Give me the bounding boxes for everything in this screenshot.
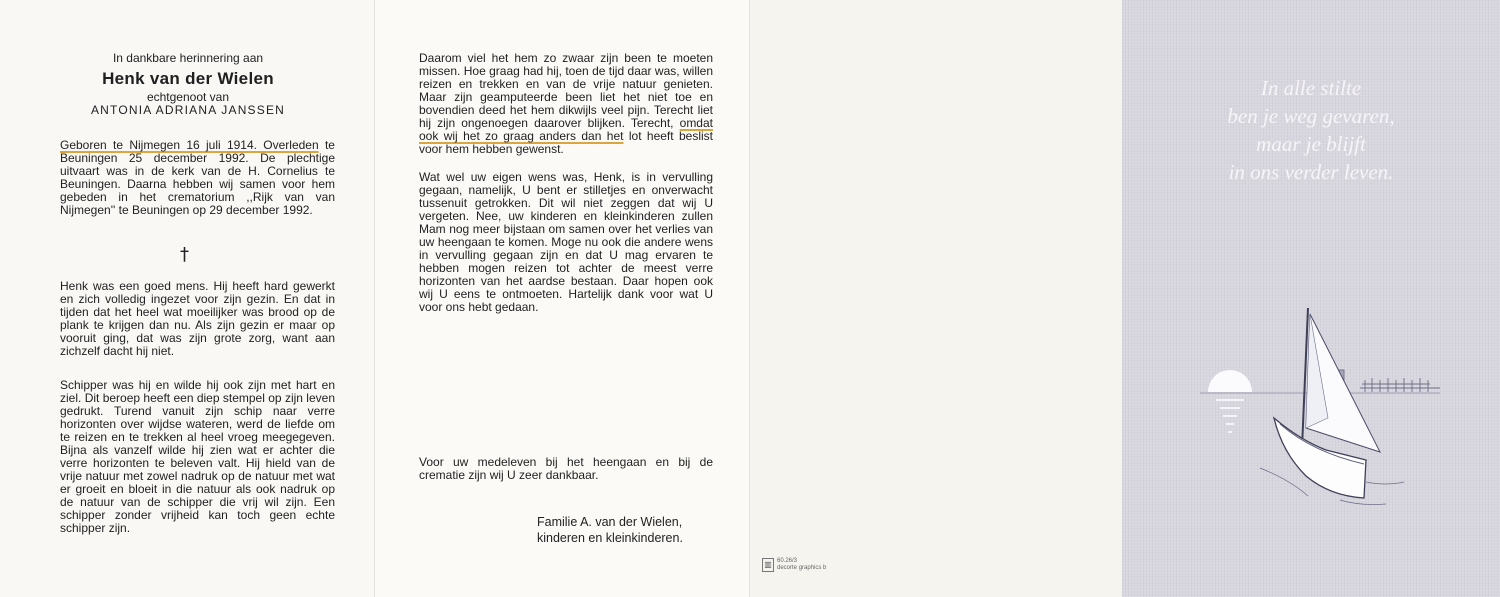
leg-text-highlight: omdat ook wij het zo graag anders dan het — [419, 116, 713, 143]
printer-code: 60.26/3 — [777, 558, 798, 564]
back-panel — [750, 0, 1122, 597]
paragraph-wish: Wat wel uw eigen wens was, Henk, is in vervulling gegaan, namelijk, U bent er stilletjes en onverwacht tussenuit getrokken. Dit wil niet zeggen dat wij U vergeten. Nee, uw kinderen en kleinkinderen zullen Mam nog meer bijstaan om samen over het verlies van uw heengaan te komen. Moge nu ook die andere wens in vervulling gegaan zijn en dat U mag ervaren te hebben mogen reizen tot achter de meest verre horizonten van het aardse bestaan. Daar hopen ook wij U eens te ontmoeten. Hartelijk dank voor wat U voor ons hebt gedaan. — [419, 170, 713, 314]
deceased-name: Henk van der Wielen — [102, 69, 274, 88]
sun-shape — [1208, 370, 1252, 392]
spouse-name: ANTONIA ADRIANA JANSSEN — [90, 103, 286, 117]
middle-panel — [375, 0, 750, 597]
signature-family: Familie A. van der Wielen, — [537, 515, 683, 529]
paragraph-good-man: Henk was een goed mens. Hij heeft hard gewerkt en zich volledig ingezet voor zijn gezin. En dat in tijden dat het heel wat moeilijker was brood op de plank te krijgen dan nu. Als zijn gezin er maar op vooruit ging, dat was zijn grote zorg, want aan zichzelf dacht hij niet. — [60, 279, 335, 358]
birth-rest: te Beuningen 25 december 1992. De plechtige uitvaart was in de kerk van de H. Cornelius te Beuningen. Daarna hebben wij samen voor hem gebeden in het crematorium ,,Rijk van van Nijmegen'' te Beuningen op 29 december 1992. — [60, 138, 335, 217]
paragraph-leg — [419, 52, 713, 156]
relation-text: echtgenoot van — [146, 90, 230, 104]
sailboat-illustration — [1190, 300, 1440, 510]
birth-death-paragraph — [60, 139, 335, 217]
paragraph-skipper: Schipper was hij en wilde hij ook zijn met hart en ziel. Dit beroep heeft een diep stempel op zijn leven gedrukt. Turend vanuit zijn schip naar verre horizonten over wijdse wateren, werd de liefde om te reizen en te trekken al heel vroeg meegegeven. Bijna als vanzelf wilde hij zien wat er achter die verre horizonten te beleven valt. Hij hield van de vrije natuur met zowel nadruk op de natuur met wat er groeit en bloeit in die natuur als ook nadruk op de natuur van de schipper die vrij wil zijn. Een schipper zonder vrijheid kan toch geen echte schipper zijn. — [60, 378, 335, 535]
printer-logo-icon: ▥ — [762, 558, 774, 572]
dedication-block — [90, 52, 286, 117]
birth-highlight: Geboren te Nijmegen 16 juli 1914. Overleden — [60, 138, 319, 152]
sun-reflection — [1216, 400, 1244, 432]
printer-brand-name: decorte — [777, 565, 798, 571]
leg-text-a: Daarom viel het hem zo zwaar zijn been te moeten missen. Hoe graag had hij, toen de tijd daar was, willen reizen en trekken en van de vrije natuur genieten. Maar zijn geamputeerde been liet het niet toe en bovendien deed het hem dikwijls veel pijn. Terecht liet hij zijn ongenoegen daarover blijken. Terecht, — [419, 51, 713, 130]
distant-pier — [1338, 370, 1440, 392]
poem-line-1: In alle stilte — [1260, 76, 1362, 100]
signature-children: kinderen en kleinkinderen. — [537, 531, 683, 545]
printer-mark — [762, 558, 826, 572]
signature-block — [537, 514, 717, 546]
leg-text-b: lot heeft beslist voor hem hebben gewenst. — [419, 129, 714, 156]
poem-line-3: maar je blijft — [1256, 132, 1366, 156]
printer-codes — [777, 558, 826, 572]
printer-brand-sub: graphics b — [798, 565, 827, 571]
poem-line-2: ben je weg gevaren, — [1227, 104, 1395, 128]
cover-poem — [1122, 74, 1500, 186]
intro-text: In dankbare herinnering aan — [112, 51, 264, 65]
printer-brand — [777, 565, 826, 572]
paragraph-thanks: Voor uw medeleven bij het heengaan en bij de crematie zijn wij U zeer dankbaar. — [419, 455, 713, 482]
cross-icon: † — [180, 244, 189, 265]
poem-line-4: in ons verder leven. — [1228, 160, 1394, 184]
left-panel — [0, 0, 375, 597]
